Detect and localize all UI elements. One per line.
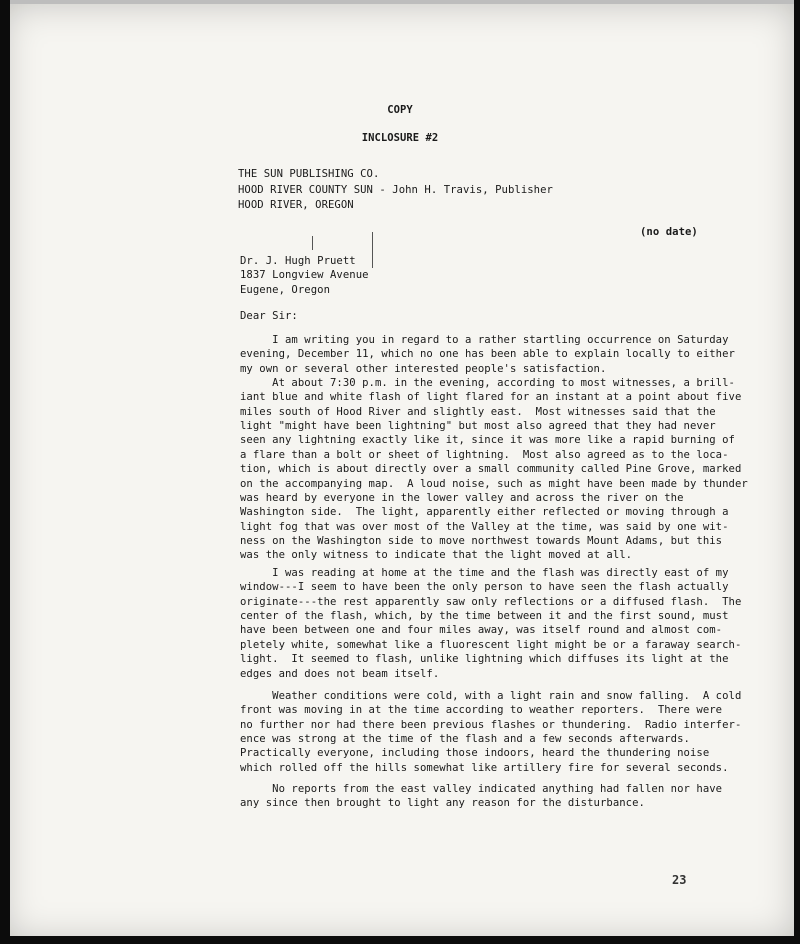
date-note: (no date) <box>640 226 698 238</box>
body-line: was the only witness to indicate that the light moved at all. <box>240 549 633 562</box>
recipient-city: Eugene, Oregon <box>240 284 330 296</box>
body-line: Weather conditions were cold, with a light rain and snow falling. A cold <box>240 690 742 702</box>
body-line: miles south of Hood River and slightly east. Most witnesses said that the <box>240 405 716 418</box>
body-line: edges and does not beam itself. <box>240 667 440 680</box>
letterhead-company: THE SUN PUBLISHING CO. <box>238 168 380 180</box>
body-line: any since then brought to light any reason for the disturbance. <box>240 797 645 810</box>
body-line: ness on the Washington side to move northwest towards Mount Adams, but this <box>240 534 723 547</box>
scan-bottom-edge <box>0 936 800 944</box>
body-line: window---I seem to have been the only person to have seen the flash actually <box>240 581 729 594</box>
body-line: on the accompanying map. A loud noise, such as might have been made by thunder <box>240 477 748 490</box>
body-line: tion, which is about directly over a small community called Pine Grove, marked <box>240 463 742 476</box>
body-line: light. It seemed to flash, unlike lightning which diffuses its light at the <box>240 653 729 666</box>
salutation: Dear Sir: <box>240 310 298 322</box>
body-line: No reports from the east valley indicated anything had fallen nor have <box>240 783 723 795</box>
body-line: pletely white, somewhat like a fluorescent light might be or a faraway search- <box>240 638 742 651</box>
enclosure-label: INCLOSURE #2 <box>361 132 439 144</box>
body-line: which rolled off the hills somewhat like artillery fire for several seconds. <box>240 761 729 774</box>
body-line: I was reading at home at the time and the flash was directly east of my <box>240 567 729 579</box>
body-line: front was moving in at the time according to weather reporters. There were <box>240 704 723 717</box>
letterhead-location: HOOD RIVER, OREGON <box>238 199 354 211</box>
scan-top-edge <box>0 0 800 4</box>
body-line: center of the flash, which, by the time between it and the first sound, must <box>240 610 729 622</box>
body-line: Practically everyone, including those indoors, heard the thundering noise <box>240 747 710 760</box>
recipient-name: Dr. J. Hugh Pruett <box>240 255 356 267</box>
recipient-street: 1837 Longview Avenue <box>240 269 369 281</box>
body-line: light fog that was over most of the Valley at the time, was said by one wit- <box>240 520 729 533</box>
body-line: light "might have been lightning" but most also agreed that they had never <box>240 420 716 433</box>
body-line: was heard by everyone in the lower valley and across the river on the <box>240 491 684 504</box>
body-line: I am writing you in regard to a rather startling occurrence on Saturday <box>240 334 729 346</box>
body-line: a flare than a bolt or sheet of lightning. Most also agreed as to the loca- <box>240 448 729 461</box>
letterhead-publication: HOOD RIVER COUNTY SUN - John H. Travis, Publisher <box>238 184 553 196</box>
body-line: seen any lightning exactly like it, since it was more like a rapid burning of <box>240 434 735 447</box>
body-line: Washington side. The light, apparently either reflected or moving through a <box>240 506 729 519</box>
body-line: iant blue and white flash of light flared for an instant at a point about five <box>240 391 742 404</box>
body-line: my own or several other interested people's satisfaction. <box>240 362 607 375</box>
body-line: evening, December 11, which no one has been able to explain locally to either <box>240 348 735 361</box>
copy-label: COPY <box>387 104 413 116</box>
body-line: no further nor had there been previous flashes or thundering. Radio interfer- <box>240 718 742 731</box>
page-number: 23 <box>672 873 687 887</box>
body-line: originate---the rest apparently saw only reflections or a diffused flash. The <box>240 595 742 608</box>
body-line: At about 7:30 p.m. in the evening, according to most witnesses, a brill- <box>240 377 735 390</box>
ink-mark <box>312 236 313 250</box>
ink-mark <box>372 232 373 268</box>
body-line: ence was strong at the time of the flash and a few seconds afterwards. <box>240 733 690 745</box>
body-line: have been between one and four miles away, was itself round and almost com- <box>240 624 723 637</box>
